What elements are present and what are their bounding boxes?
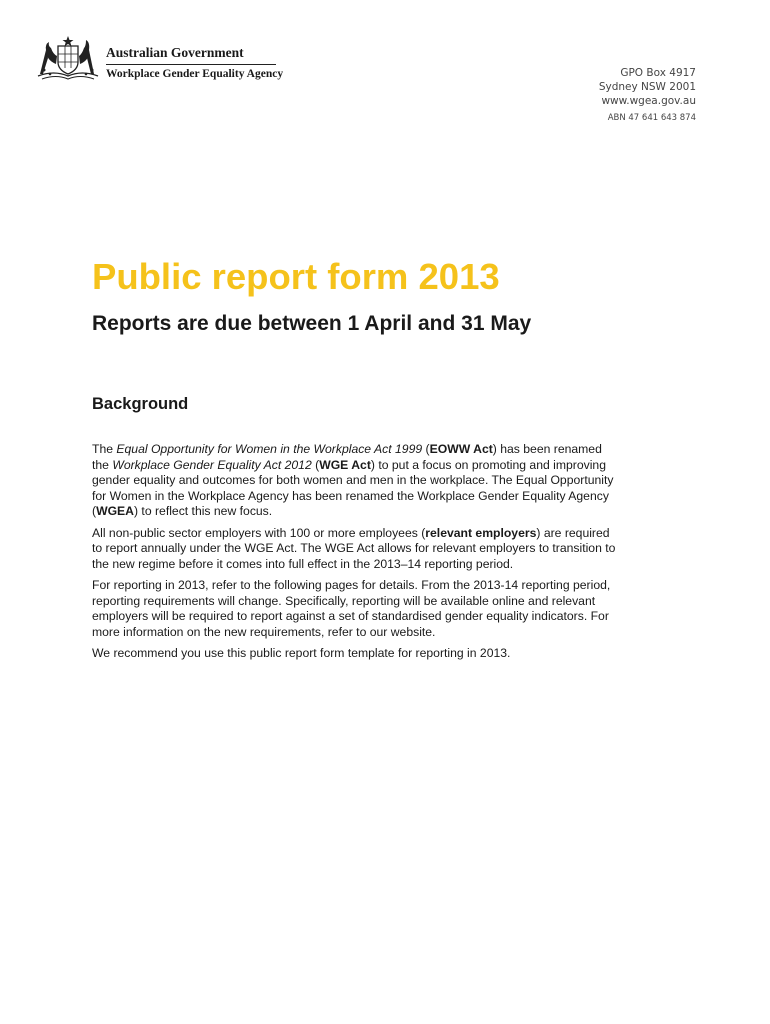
agency-abbrev: WGEA: [96, 504, 134, 518]
paragraph-3: [92, 578, 652, 640]
section-heading-background: Background: [92, 395, 189, 413]
coat-of-arms-icon: [34, 34, 102, 82]
act-name: Equal Opportunity for Women in the Workplace Act 1999: [116, 442, 423, 456]
background-body: [92, 442, 652, 668]
act-abbrev: EOWW Act: [429, 442, 493, 456]
paragraph-1: [92, 442, 652, 520]
page-subtitle: Reports are due between 1 April and 31 May: [92, 312, 532, 335]
term-relevant-employers: relevant employers: [425, 525, 537, 540]
logo-line-2: Workplace Gender Equality Agency: [106, 68, 284, 80]
paragraph-2: [92, 526, 652, 573]
paragraph-line: gender equality and outcomes for both women and men in the workplace. The Equal Opportunity: [92, 473, 614, 487]
page-title: Public report form 2013: [92, 256, 500, 297]
paragraph-line: For reporting in 2013, refer to the following pages for details. From the 2013-14 reporting period,: [92, 578, 611, 592]
paragraph-line: more information on the new requirements, refer to our website.: [92, 624, 436, 639]
address-website: www.wgea.gov.au: [601, 95, 696, 107]
act-name: Workplace Gender Equality Act 2012: [112, 457, 312, 472]
paragraph-line: (WGEA) to reflect this new focus.: [92, 504, 273, 518]
address-city: Sydney NSW 2001: [598, 81, 696, 93]
address-po-box: GPO Box 4917: [620, 67, 696, 79]
paragraph-line: to report annually under the WGE Act. The WGE Act allows for relevant employers to transition to: [92, 541, 616, 555]
act-abbrev: WGE Act: [319, 457, 371, 472]
paragraph-line: the Workplace Gender Equality Act 2012 (WGE Act) to put a focus on promoting and improving: [92, 457, 606, 472]
logo-line-1: Australian Government: [106, 45, 276, 65]
address-abn: ABN 47 641 643 874: [607, 113, 696, 123]
paragraph-line: All non-public sector employers with 100 or more employees (relevant employers) are required: [92, 525, 610, 540]
agency-logo: [106, 45, 283, 82]
paragraph-line: The Equal Opportunity for Women in the Workplace Act 1999 (EOWW Act) has been renamed: [92, 442, 602, 456]
address-block: [599, 66, 696, 124]
paragraph-4: [92, 646, 652, 662]
paragraph-line: employers will be required to report against a set of standardised gender equality indicators. For: [92, 609, 609, 623]
paragraph-line: the new regime before it comes into full effect in the 2013–14 reporting period.: [92, 556, 514, 571]
paragraph-line: We recommend you use this public report form template for reporting in 2013.: [92, 646, 511, 660]
paragraph-line: reporting requirements will change. Specifically, reporting will be available online and relevant: [92, 593, 596, 608]
paragraph-line: for Women in the Workplace Agency has been renamed the Workplace Gender Equality Agency: [92, 488, 609, 503]
